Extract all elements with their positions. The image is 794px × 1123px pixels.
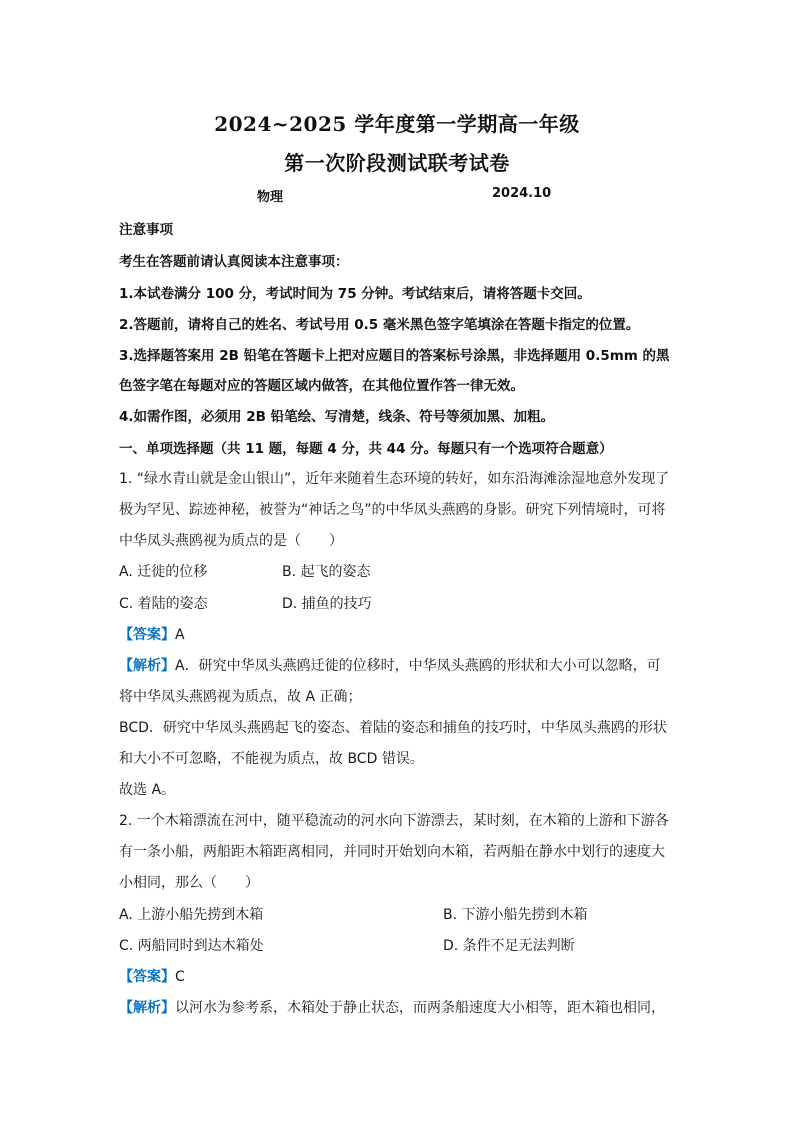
q1-stem-line2: 极为罕见、踪迹神秘，被誉为“神话之鸟”的中华凤头燕鸥的身影。研究下列情境时，可将 (119, 502, 666, 518)
q2-answer (119, 966, 185, 986)
q1-answer-value: A (175, 627, 185, 643)
q2-analysis-line1 (119, 997, 665, 1017)
q2-analysis-text1: 以河水为参考系，木箱处于静止状态，而两条船速度大小相等，距木箱也相同， (175, 1000, 665, 1016)
exam-title-line2: 第一次阶段测试联考试卷 (284, 151, 510, 175)
notice-item-2: 2.答题前，请将自己的姓名、考试号用 0.5 毫米黑色签字笔填涂在答题卡指定的位置。 (119, 317, 640, 333)
exam-title-line1: 2024~2025 学年度第一学期高一年级 (214, 112, 580, 136)
q1-analysis-text1: A．研究中华凤头燕鸥迁徙的位移时，中华凤头燕鸥的形状和大小可以忽略，可 (175, 658, 661, 674)
q1-stem-line1: 1. “绿水青山就是金山银山”，近年来随着生态环境的转好，如东沿海滩涂湿地意外发现了 (119, 471, 670, 487)
exam-date: 2024.10 (492, 186, 552, 201)
q1-stem-line3: 中华凤头燕鸥视为质点的是（ ） (119, 533, 343, 549)
q1-analysis-line1 (119, 655, 661, 675)
q1-option-c: C. 着陆的姿态 (119, 596, 208, 612)
q2-answer-value: C (175, 969, 185, 985)
section-heading: 一、单项选择题（共 11 题，每题 4 分，共 44 分。每题只有一个选项符合题意） (119, 441, 613, 457)
q2-stem-line2: 有一条小船，两船距木箱距离相同，并同时开始划向木箱，若两船在静水中划行的速度大 (119, 844, 665, 860)
notice-item-3: 3.选择题答案用 2B 铅笔在答题卡上把对应题目的答案标号涂黑，非选择题用 0.5mm 的黑 (119, 348, 670, 364)
q2-analysis-tag: 【解析】 (119, 1000, 175, 1016)
q1-analysis-line3: BCD．研究中华凤头燕鸥起飞的姿态、着陆的姿态和捕鱼的技巧时，中华凤头燕鸥的形状 (119, 720, 667, 736)
q2-answer-tag: 【答案】 (119, 969, 175, 985)
q1-analysis-line5: 故选 A。 (119, 782, 176, 798)
subject-label: 物理 (257, 190, 284, 205)
notice-item-1: 1.本试卷满分 100 分，考试时间为 75 分钟。考试结束后，请将答题卡交回。 (119, 286, 591, 302)
q2-option-d: D. 条件不足无法判断 (443, 938, 575, 954)
notice-heading: 注意事项 (119, 222, 173, 238)
q1-analysis-line2: 将中华凤头燕鸥视为质点，故 A 正确； (119, 689, 362, 705)
q2-stem-line3: 小相同，那么（ ） (119, 875, 259, 891)
notice-item-4: 4.如需作图，必须用 2B 铅笔绘、写清楚，线条、符号等须加黑、加粗。 (119, 409, 555, 425)
q1-option-d: D. 捕鱼的技巧 (282, 596, 372, 612)
q1-option-a: A. 迁徙的位移 (119, 564, 208, 580)
q2-option-b: B. 下游小船先捞到木箱 (443, 907, 588, 923)
q1-analysis-tag: 【解析】 (119, 658, 175, 674)
notice-item-3-cont: 色签字笔在每题对应的答题区域内做答，在其他位置作答一律无效。 (119, 378, 524, 394)
q2-stem-line1: 2. 一个木箱漂流在河中，随平稳流动的河水向下游漂去，某时刻，在木箱的上游和下游各 (119, 813, 669, 829)
q2-option-c: C. 两船同时到达木箱处 (119, 938, 264, 954)
q1-option-b: B. 起飞的姿态 (282, 564, 371, 580)
q1-answer (119, 624, 185, 644)
q1-answer-tag: 【答案】 (119, 627, 175, 643)
q1-analysis-line4: 和大小不可忽略，不能视为质点，故 BCD 错误。 (119, 751, 424, 767)
notice-intro: 考生在答题前请认真阅读本注意事项： (119, 254, 349, 270)
q2-option-a: A. 上游小船先捞到木箱 (119, 907, 264, 923)
